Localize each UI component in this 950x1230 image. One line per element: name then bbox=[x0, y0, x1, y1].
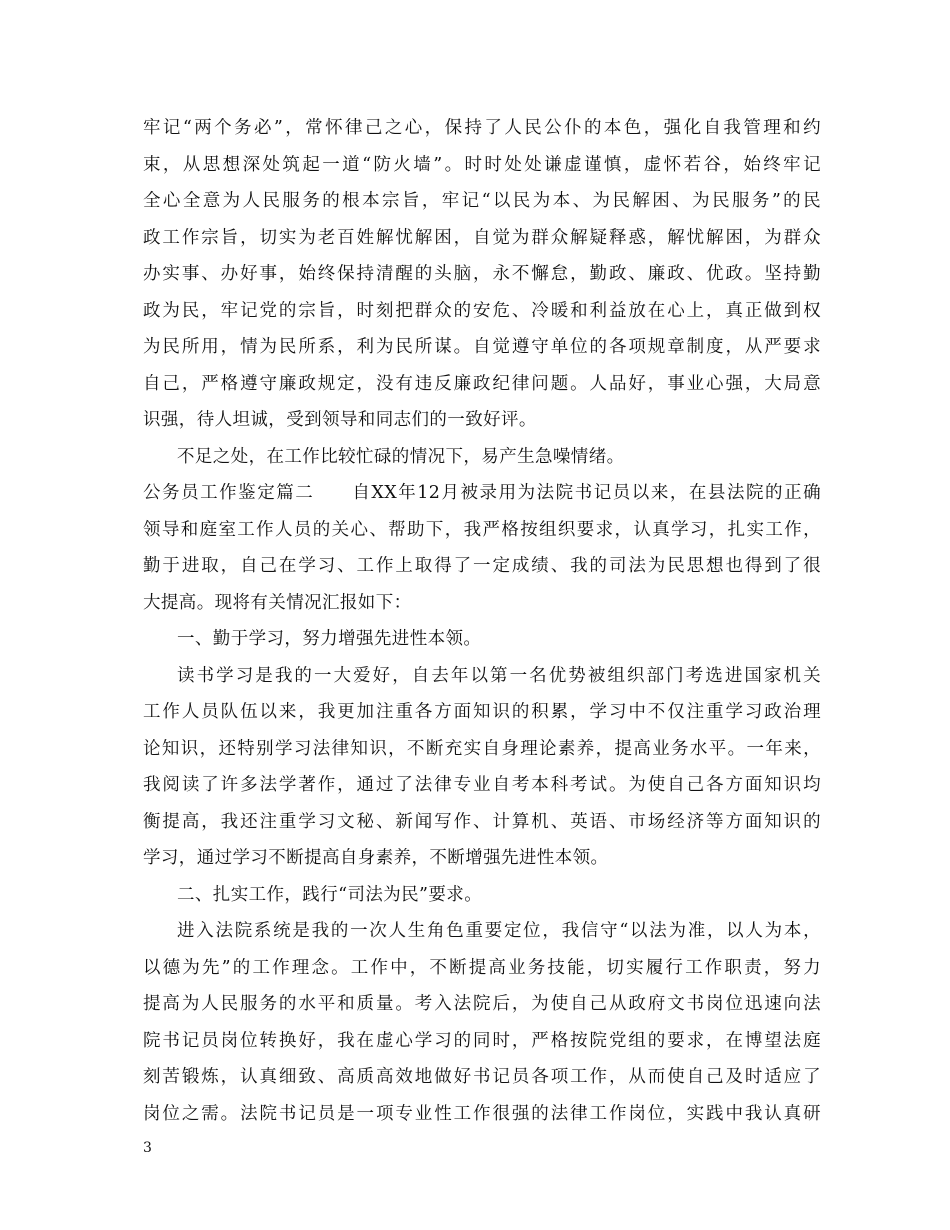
document-body bbox=[143, 110, 821, 1132]
text-line: 论知识，还特别学习法律知识，不断充实自身理论素养，提高业务水平。一年来， bbox=[143, 738, 821, 759]
text-line: 全心全意为人民服务的根本宗旨，牢记“以民为本、为民解困、为民服务”的民 bbox=[143, 191, 821, 211]
text-line: 一、勤于学习，努力增强先进性本领。 bbox=[177, 629, 482, 649]
text-line: 领导和庭室工作人员的关心、帮助下，我严格按组织要求，认真学习，扎实工作， bbox=[143, 519, 821, 540]
text-line: 为民所用，情为民所系，利为民所谋。自觉遵守单位的各项规章制度，从严要求 bbox=[143, 337, 821, 357]
text-line: 政工作宗旨，切实为老百姓解忧解困，自觉为群众解疑释惑，解忧解困，为群众 bbox=[143, 227, 821, 248]
text-line: 办实事、办好事，始终保持清醒的头脑，永不懈怠，勤政、廉政、优政。坚持勤 bbox=[143, 264, 821, 284]
text-line: 政为民，牢记党的宗旨，时刻把群众的安危、冷暖和利益放在心上，真正做到权 bbox=[143, 300, 821, 321]
text-line: 读书学习是我的一大爱好，自去年以第一名优势被组织部门考选进国家机关 bbox=[177, 665, 821, 686]
text-line: 识强，待人坦诚，受到领导和同志们的一致好评。 bbox=[143, 410, 537, 430]
text-line: 衡提高，我还注重学习文秘、新闻写作、计算机、英语、市场经济等方面知识的 bbox=[143, 811, 821, 832]
text-line: 勤于进取，自己在学习、工作上取得了一定成绩、我的司法为民思想也得到了很 bbox=[143, 556, 821, 576]
text-line: 束，从思想深处筑起一道“防火墙”。时时处处谦虚谨慎，虚怀若谷，始终牢记 bbox=[143, 154, 821, 175]
text-line: 自己，严格遵守廉政规定，没有违反廉政纪律问题。人品好，事业心强，大局意 bbox=[143, 373, 821, 394]
text-line: 学习，通过学习不断提高自身素养，不断增强先进性本领。 bbox=[143, 848, 609, 868]
text-line: 院书记员岗位转换好，我在虚心学习的同时，严格按院党组的要求，在博望法庭 bbox=[143, 1030, 821, 1051]
text-line: 以德为先”的工作理念。工作中，不断提高业务技能，切实履行工作职责，努力 bbox=[143, 957, 821, 978]
text-line: 岗位之需。法院书记员是一项专业性工作很强的法律工作岗位，实践中我认真研 bbox=[143, 1103, 821, 1124]
text-line: 工作人员队伍以来，我更加注重各方面知识的积累，学习中不仅注重学习政治理 bbox=[143, 702, 821, 722]
text-line: 公务员工作鉴定篇二 自XX年12月被录用为法院书记员以来，在县法院的正确 bbox=[143, 483, 821, 503]
text-line: 牢记“两个务必”，常怀律己之心，保持了人民公仆的本色，强化自我管理和约 bbox=[143, 118, 821, 138]
text-line: 刻苦锻炼，认真细致、高质高效地做好书记员各项工作，从而使自己及时适应了 bbox=[143, 1067, 821, 1087]
text-line: 我阅读了许多法学著作，通过了法律专业自考本科考试。为使自己各方面知识均 bbox=[143, 775, 821, 795]
text-line: 不足之处，在工作比较忙碌的情况下，易产生急噪情绪。 bbox=[177, 446, 625, 467]
text-line: 提高为人民服务的水平和质量。考入法院后，为使自己从政府文书岗位迅速向法 bbox=[143, 994, 821, 1014]
text-line: 大提高。现将有关情况汇报如下： bbox=[143, 592, 412, 613]
page-number: 3 bbox=[143, 1140, 152, 1156]
text-line: 二、扎实工作，践行“司法为民”要求。 bbox=[177, 884, 483, 905]
text-line: 进入法院系统是我的一次人生角色重要定位，我信守“以法为准，以人为本， bbox=[177, 921, 821, 941]
